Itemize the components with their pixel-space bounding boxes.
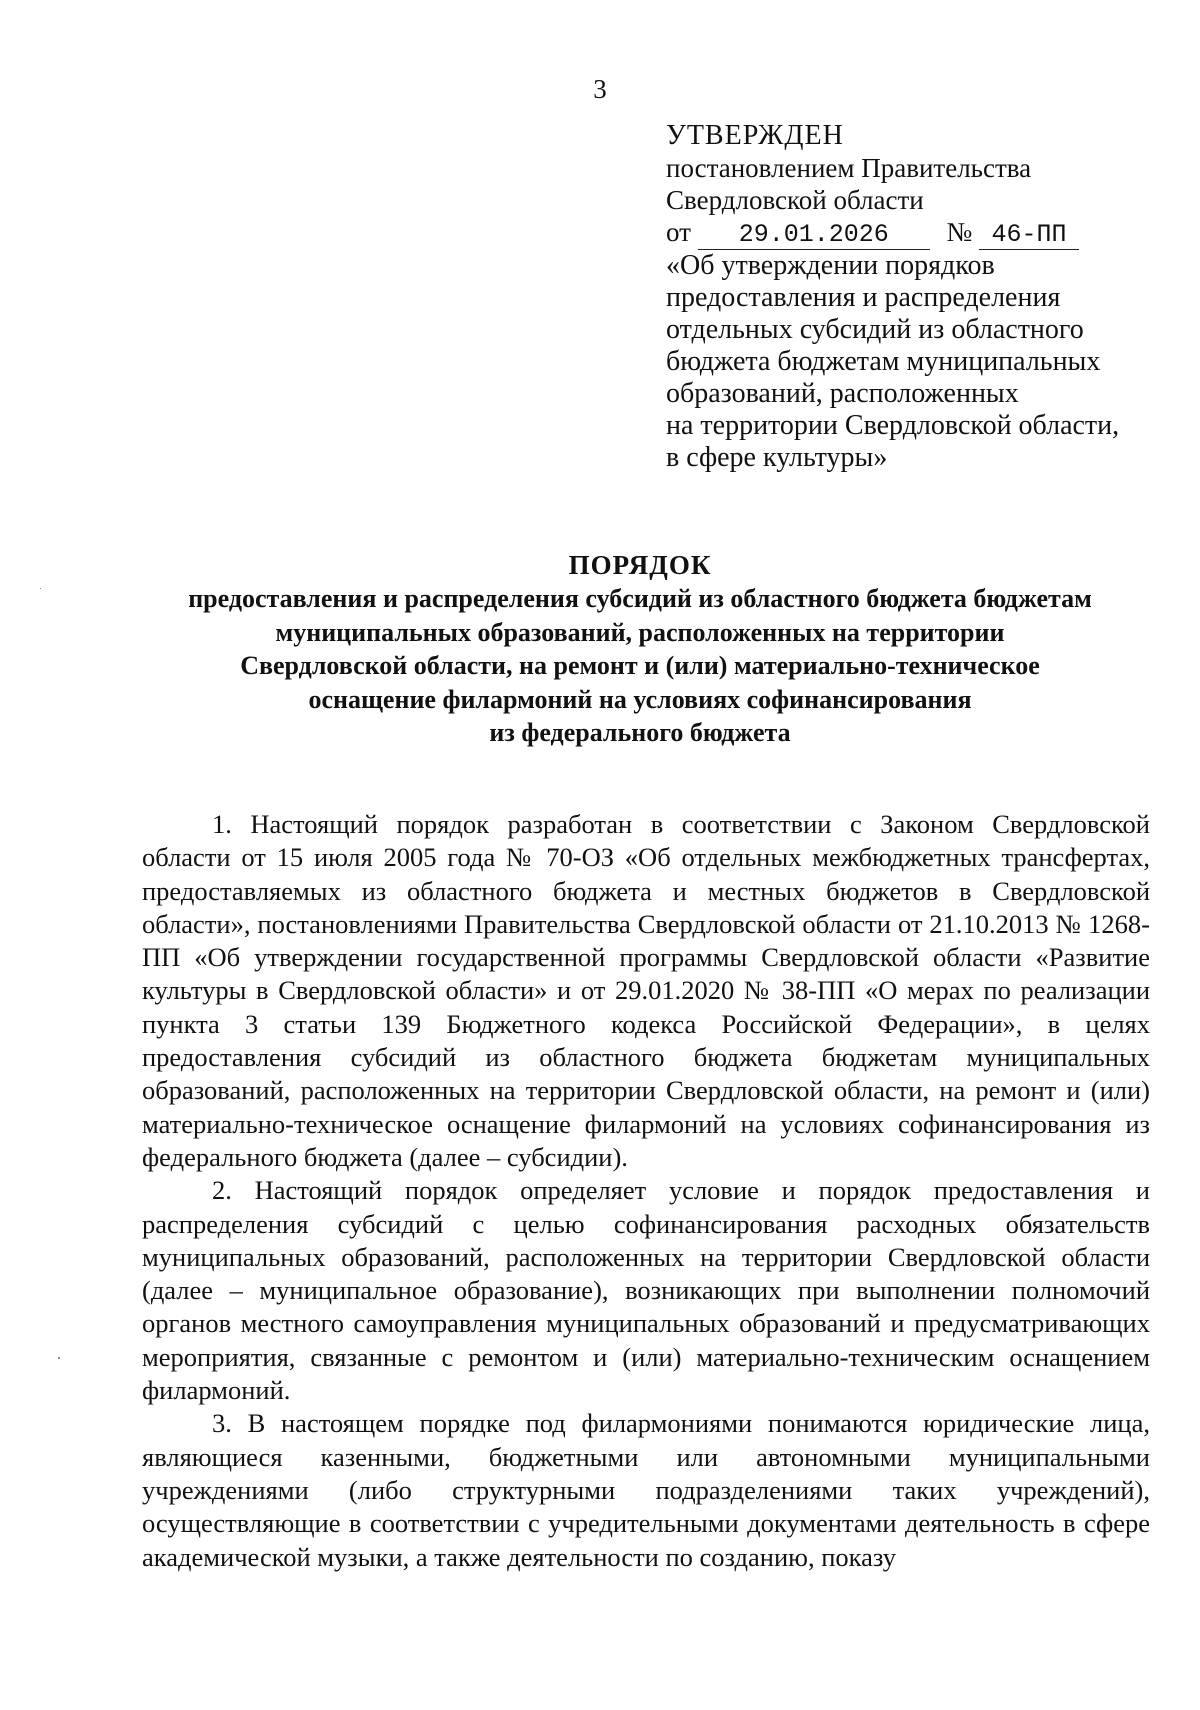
document-subheading-line: предоставления и распределения субсидий из областного бюджета бюджетам bbox=[188, 584, 1092, 613]
approval-title-line: в сфере культуры» bbox=[666, 442, 888, 473]
document-title-block bbox=[120, 548, 1160, 750]
document-heading: ПОРЯДОК bbox=[568, 550, 712, 580]
approval-title-line: «Об утверждении порядков bbox=[666, 250, 995, 281]
date-prefix: от bbox=[666, 217, 691, 247]
approval-stamp: УТВЕРЖДЕН bbox=[666, 120, 844, 151]
paragraph-1: 1. Настоящий порядок разработан в соответствии с Законом Свердловской области от 15 июля 2005 года № 70-ОЗ «Об отдельных межбюджетных трансфертах, предоставляемых из областного бюджета и местных бюджетов в Свердловской области», постановлениями Правительства Свердловской области от 21.10.2013 № 1268-ПП «Об утверждении государственной программы Свердловской области «Развитие культуры в Свердловской области» и от 29.01.2020 № 38-ПП «О мерах по реализации пункта 3 статьи 139 Бюджетного кодекса Российской Федерации», в целях предоставления субсидий из областного бюджета бюджетам муниципальных образований, расположенных на территории Свердловской области, на ремонт и (или) материально-техническое оснащение филармоний на условиях софинансирования из федерального бюджета (далее – субсидии). bbox=[142, 809, 1150, 1172]
approval-date-field: 29.01.2026 bbox=[698, 221, 930, 250]
document-subheading-line: из федерального бюджета bbox=[489, 718, 791, 747]
page-number: 3 bbox=[593, 74, 607, 104]
approval-title-line: на территории Свердловской области, bbox=[666, 410, 1120, 441]
approval-date-number-line bbox=[666, 216, 1166, 250]
document-subheading-line: оснащение филармоний на условиях софинансирования bbox=[308, 684, 972, 714]
approval-title-line: бюджета бюджетам муниципальных bbox=[666, 346, 1101, 377]
document-subheading-line: Свердловской области, на ремонт и (или) материально-техническое bbox=[240, 651, 1040, 680]
approval-title-line: предоставления и распределения bbox=[666, 282, 1061, 313]
document-subheading-line: муниципальных образований, расположенных на территории bbox=[275, 617, 1005, 647]
number-prefix: № bbox=[946, 217, 973, 247]
document-body bbox=[142, 808, 1150, 1574]
paragraph-3: 3. В настоящем порядке под филармониями понимаются юридические лица, являющиеся казенными, бюджетными или автономными муниципальными учреждениями (либо структурными подразделениями таких учреждений), осуществляющие в соответствии с учредительными документами деятельность в сфере академической музыки, а также деятельности по созданию, показу bbox=[142, 1408, 1150, 1572]
approval-title-line: образований, расположенных bbox=[666, 378, 1019, 409]
approval-title-line: отдельных субсидий из областного bbox=[666, 314, 1084, 345]
scan-speck bbox=[58, 1357, 60, 1359]
approval-number-field: 46-ПП bbox=[979, 221, 1079, 250]
approval-authority-line-1: постановлением Правительства bbox=[666, 153, 1032, 183]
paragraph-2: 2. Настоящий порядок определяет условие и порядок предоставления и распределения субсидий с целью софинансирования расходных обязательств муниципальных образований, расположенных на территории Свердловской области (далее – муниципальное образование), возникающих при выполнении полномочий органов местного самоуправления муниципальных образований и предусматривающих мероприятия, связанные с ремонтом и (или) материально-техническим оснащением филармоний. bbox=[142, 1175, 1150, 1406]
scan-speck bbox=[40, 588, 41, 589]
approval-block bbox=[666, 120, 1166, 474]
approval-authority-line-2: Свердловской области bbox=[666, 185, 924, 215]
